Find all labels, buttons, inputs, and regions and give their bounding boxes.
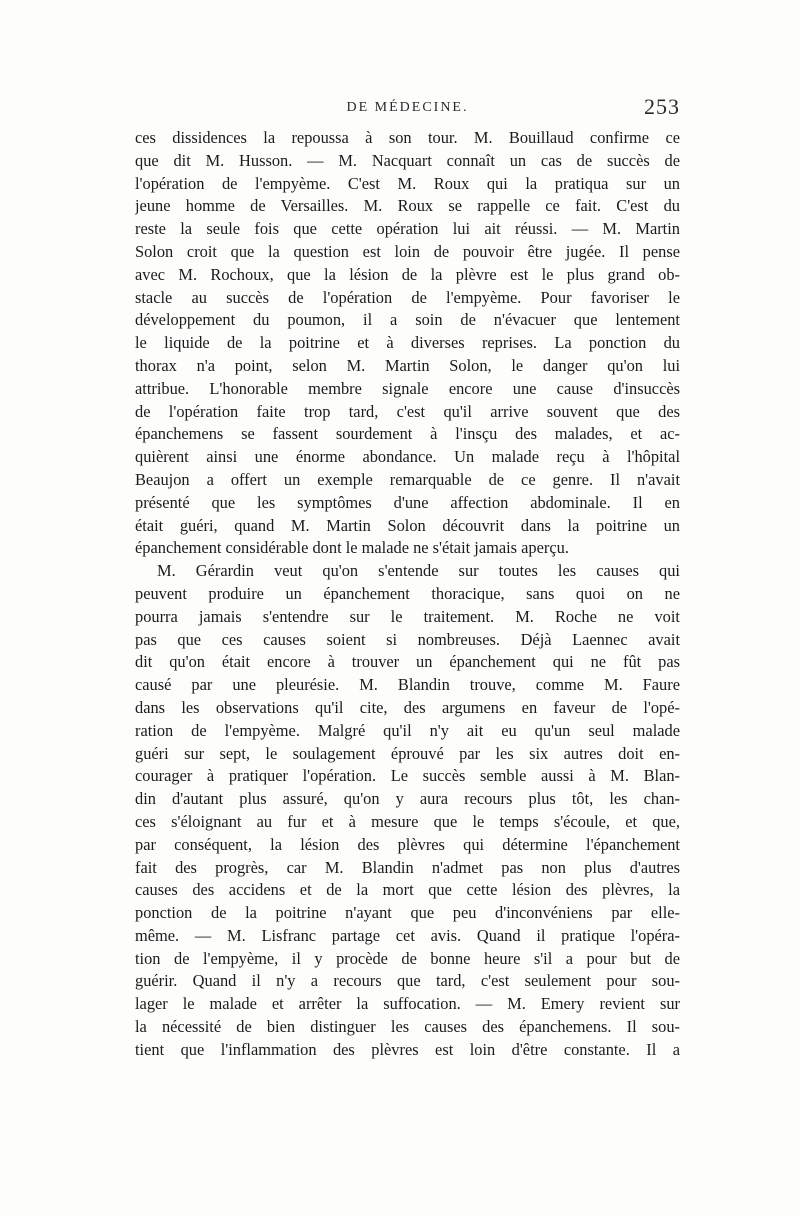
paragraph-last-line: épanchement considérable dont le malade ne s'était jamais aperçu. xyxy=(135,538,569,558)
text-line: lager le malade et arrêter la suffocation. — M. Emery revient sur xyxy=(135,994,680,1014)
text-line: présenté que les symptômes d'une affection abdominale. Il en xyxy=(135,492,680,512)
text-line: dans les observations qu'il cite, des argumens en faveur de l'opé- xyxy=(135,697,680,717)
text-line: de l'opération faite trop tard, c'est qu'il arrive souvent que des xyxy=(135,401,680,421)
running-title: DE MÉDECINE. xyxy=(346,100,469,115)
text-line: tient que l'inflammation des plèvres est loin d'être constante. Il a xyxy=(135,1039,680,1059)
text-line: que dit M. Husson. — M. Nacquart connaît un cas de succès de xyxy=(135,150,680,170)
text-line: din d'autant plus assuré, qu'on y aura recours plus tôt, les chan- xyxy=(135,789,680,809)
text-line: Solon croit que la question est loin de pouvoir être jugée. Il pense xyxy=(135,241,680,261)
text-line: la nécessité de bien distinguer les causes des épanchemens. Il sou- xyxy=(135,1017,680,1037)
text-line: causé par une pleurésie. M. Blandin trouve, comme M. Faure xyxy=(135,675,680,695)
text-line: ces s'éloignant au fur et à mesure que le temps s'écoule, et que, xyxy=(135,811,680,831)
text-line: attribue. L'honorable membre signale encore une cause d'insuccès xyxy=(135,378,680,398)
text-line: ponction de la poitrine n'ayant que peu d'inconvéniens par elle- xyxy=(135,903,680,923)
text-line: quièrent ainsi une énorme abondance. Un malade reçu à l'hôpital xyxy=(135,447,680,467)
text-line: était guéri, quand M. Martin Solon découvrit dans la poitrine un xyxy=(135,515,680,535)
text-line: pas que ces causes soient si nombreuses. Déjà Laennec avait xyxy=(135,629,680,649)
text-line: Beaujon a offert un exemple remarquable de ce genre. Il n'avait xyxy=(135,469,680,489)
text-line: jeune homme de Versailles. M. Roux se rappelle ce fait. C'est du xyxy=(135,196,680,216)
text-line: stacle au succès de l'opération de l'empyème. Pour favoriser le xyxy=(135,287,680,307)
text-line: peuvent produire un épanchement thoracique, sans quoi on ne xyxy=(135,583,680,603)
text-line: thorax n'a point, selon M. Martin Solon, le danger qu'on lui xyxy=(135,355,680,375)
text-line: tion de l'empyème, il y procède de bonne heure s'il a pour but de xyxy=(135,948,680,968)
text-line: le liquide de la poitrine et à diverses reprises. La ponction du xyxy=(135,333,680,353)
text-line: courager à pratiquer l'opération. Le succès semble aussi à M. Blan- xyxy=(135,766,680,786)
text-line: pourra jamais s'entendre sur le traitement. M. Roche ne voit xyxy=(135,606,680,626)
running-head xyxy=(135,96,680,122)
text-line: ces dissidences la repoussa à son tour. M. Bouillaud confirme ce xyxy=(135,128,680,147)
text-line: causes des accidens et de la mort que cette lésion des plèvres, la xyxy=(135,880,680,900)
paragraph-first-line: M. Gérardin veut qu'on s'entende sur toutes les causes qui xyxy=(157,561,680,581)
text-line: développement du poumon, il a soin de n'évacuer que lentement xyxy=(135,310,680,330)
text-line: reste la seule fois que cette opération lui ait réussi. — M. Martin xyxy=(135,219,680,239)
text-line: dit qu'on était encore à trouver un épanchement qui ne fût pas xyxy=(135,652,680,672)
text-line: même. — M. Lisfranc partage cet avis. Quand il pratique l'opéra- xyxy=(135,925,680,945)
text-body xyxy=(135,127,680,1062)
text-line: avec M. Rochoux, que la lésion de la plèvre est le plus grand ob- xyxy=(135,264,680,284)
text-line: fait des progrès, car M. Blandin n'admet pas non plus d'autres xyxy=(135,857,680,877)
text-line: l'opération de l'empyème. C'est M. Roux qui la pratiqua sur un xyxy=(135,173,680,193)
page-number: 253 xyxy=(644,94,680,119)
text-line: épanchemens se fassent sourdement à l'insçu des malades, et ac- xyxy=(135,424,680,444)
text-line: guérir. Quand il n'y a recours que tard, c'est seulement pour sou- xyxy=(135,971,680,991)
text-line: guéri sur sept, le soulagement éprouvé par les six autres doit en- xyxy=(135,743,680,763)
text-line: par conséquent, la lésion des plèvres qui détermine l'épanchement xyxy=(135,834,680,854)
text-line: ration de l'empyème. Malgré qu'il n'y ait eu qu'un seul malade xyxy=(135,720,680,740)
